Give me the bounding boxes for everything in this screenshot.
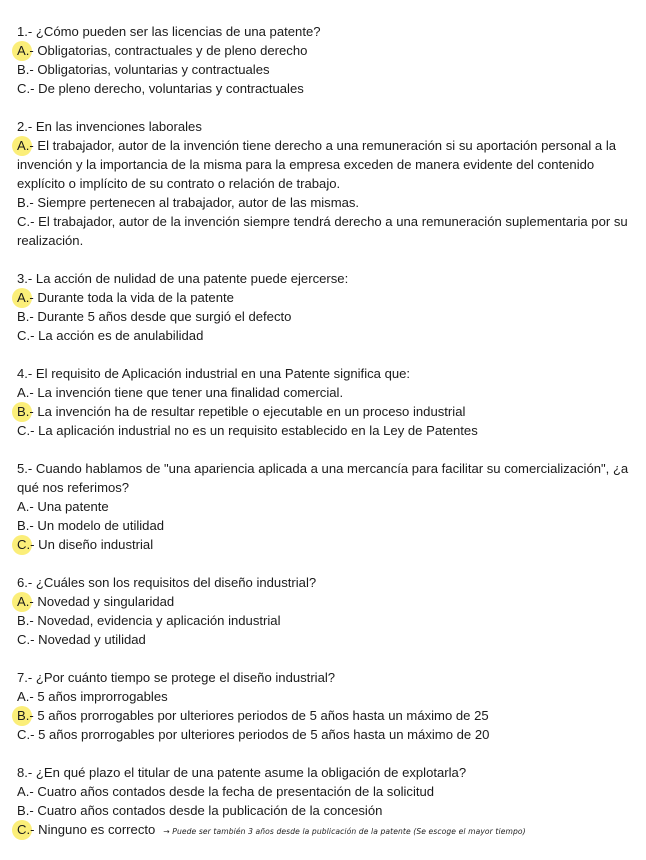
option-a [17,687,632,706]
option-text: La invención tiene que tener una finalidad comercial. [33,385,344,400]
option-letter: C.- [17,423,35,438]
option-b [17,516,632,535]
option-letter: A.- [17,138,34,153]
option-text: Una patente [33,499,109,514]
option-letter: A.- [17,689,34,704]
option-letter: B.- [17,404,34,419]
question-1 [17,22,632,98]
quiz-document [17,22,632,860]
question-8 [17,763,632,841]
option-text: Cuatro años contados desde la publicación de la concesión [33,803,383,818]
option-text: Siempre pertenecen al trabajador, autor de las mismas. [33,195,360,210]
option-letter: B.- [17,518,34,533]
option-text: De pleno derecho, voluntarias y contractuales [34,81,304,96]
option-text: 5 años prorrogables por ulteriores periodos de 5 años hasta un máximo de 25 [33,708,489,723]
option-letter: B.- [17,62,34,77]
question-3 [17,269,632,345]
question-title: 2.- En las invenciones laborales [17,119,202,134]
option-c [17,79,632,98]
option-letter: C.- [17,214,35,229]
option-letter: A.- [17,43,34,58]
option-b [17,801,632,820]
option-letter: B.- [17,309,34,324]
option-text: La invención ha de resultar repetible o ejecutable en un proceso industrial [33,404,466,419]
option-c [17,535,632,554]
question-title: 3.- La acción de nulidad de una patente puede ejercerse: [17,271,349,286]
question-title: 8.- ¿En qué plazo el titular de una patente asume la obligación de explotarla? [17,765,467,780]
option-text: Novedad y utilidad [34,632,146,647]
option-letter: C.- [17,537,35,552]
option-b [17,706,632,725]
option-a [17,136,632,193]
option-c [17,326,632,345]
option-text: La aplicación industrial no es un requisito establecido en la Ley de Patentes [34,423,478,438]
option-letter: A.- [17,784,34,799]
option-c [17,421,632,440]
option-letter: A.- [17,594,34,609]
option-a [17,383,632,402]
option-b [17,307,632,326]
option-text: 5 años prorrogables por ulteriores periodos de 5 años hasta un máximo de 20 [34,727,490,742]
option-b [17,193,632,212]
option-letter: C.- [17,81,35,96]
option-letter: C.- [17,822,35,837]
option-letter: B.- [17,613,34,628]
option-a [17,497,632,516]
option-text: Un modelo de utilidad [33,518,165,533]
option-letter: C.- [17,328,35,343]
option-text: El trabajador, autor de la invención siempre tendrá derecho a una remuneración suplementaria por su realización. [17,214,628,248]
question-title: 6.- ¿Cuáles son los requisitos del diseño industrial? [17,575,317,590]
option-letter: B.- [17,195,34,210]
option-text: Durante toda la vida de la patente [33,290,234,305]
option-letter: C.- [17,727,35,742]
option-a [17,782,632,801]
option-letter: C.- [17,632,35,647]
option-a [17,592,632,611]
option-text: Un diseño industrial [34,537,154,552]
question-5 [17,459,632,554]
option-text: El trabajador, autor de la invención tiene derecho a una remuneración si su aportación personal a la invención y la importancia de la misma para la empresa exceden de manera evidente del contenido explícito o implícito de su contrato o relación de trabajo. [17,138,617,191]
option-c [17,820,632,841]
option-text: Durante 5 años desde que surgió el defecto [33,309,292,324]
question-7 [17,668,632,744]
option-a [17,41,632,60]
question-2 [17,117,632,250]
option-text: Cuatro años contados desde la fecha de presentación de la solicitud [33,784,435,799]
option-letter: A.- [17,499,34,514]
option-text: Obligatorias, voluntarias y contractuales [33,62,270,77]
option-b [17,402,632,421]
option-text: 5 años improrrogables [33,689,168,704]
option-c [17,212,632,250]
question-6 [17,573,632,649]
option-text: Novedad, evidencia y aplicación industrial [33,613,281,628]
question-title: 5.- Cuando hablamos de "una apariencia aplicada a una mercancía para facilitar su comercialización", ¿a qué nos referimos? [17,461,629,495]
question-title: 1.- ¿Cómo pueden ser las licencias de una patente? [17,24,321,39]
option-text: Novedad y singularidad [33,594,175,609]
option-text: Obligatorias, contractuales y de pleno derecho [33,43,308,58]
option-letter: A.- [17,290,34,305]
option-text: La acción es de anulabilidad [34,328,204,343]
option-letter: B.- [17,803,34,818]
option-b [17,611,632,630]
question-4 [17,364,632,440]
question-title: 4.- El requisito de Aplicación industrial en una Patente significa que: [17,366,411,381]
option-a [17,288,632,307]
handwritten-note: → Puede ser también 3 años desde la publicación de la patente (Se escoge el mayor tiempo) [163,827,526,836]
option-b [17,60,632,79]
question-title: 7.- ¿Por cuánto tiempo se protege el diseño industrial? [17,670,336,685]
option-c [17,725,632,744]
option-letter: B.- [17,708,34,723]
option-text: Ninguno es correcto [34,822,156,837]
option-c [17,630,632,649]
option-letter: A.- [17,385,34,400]
